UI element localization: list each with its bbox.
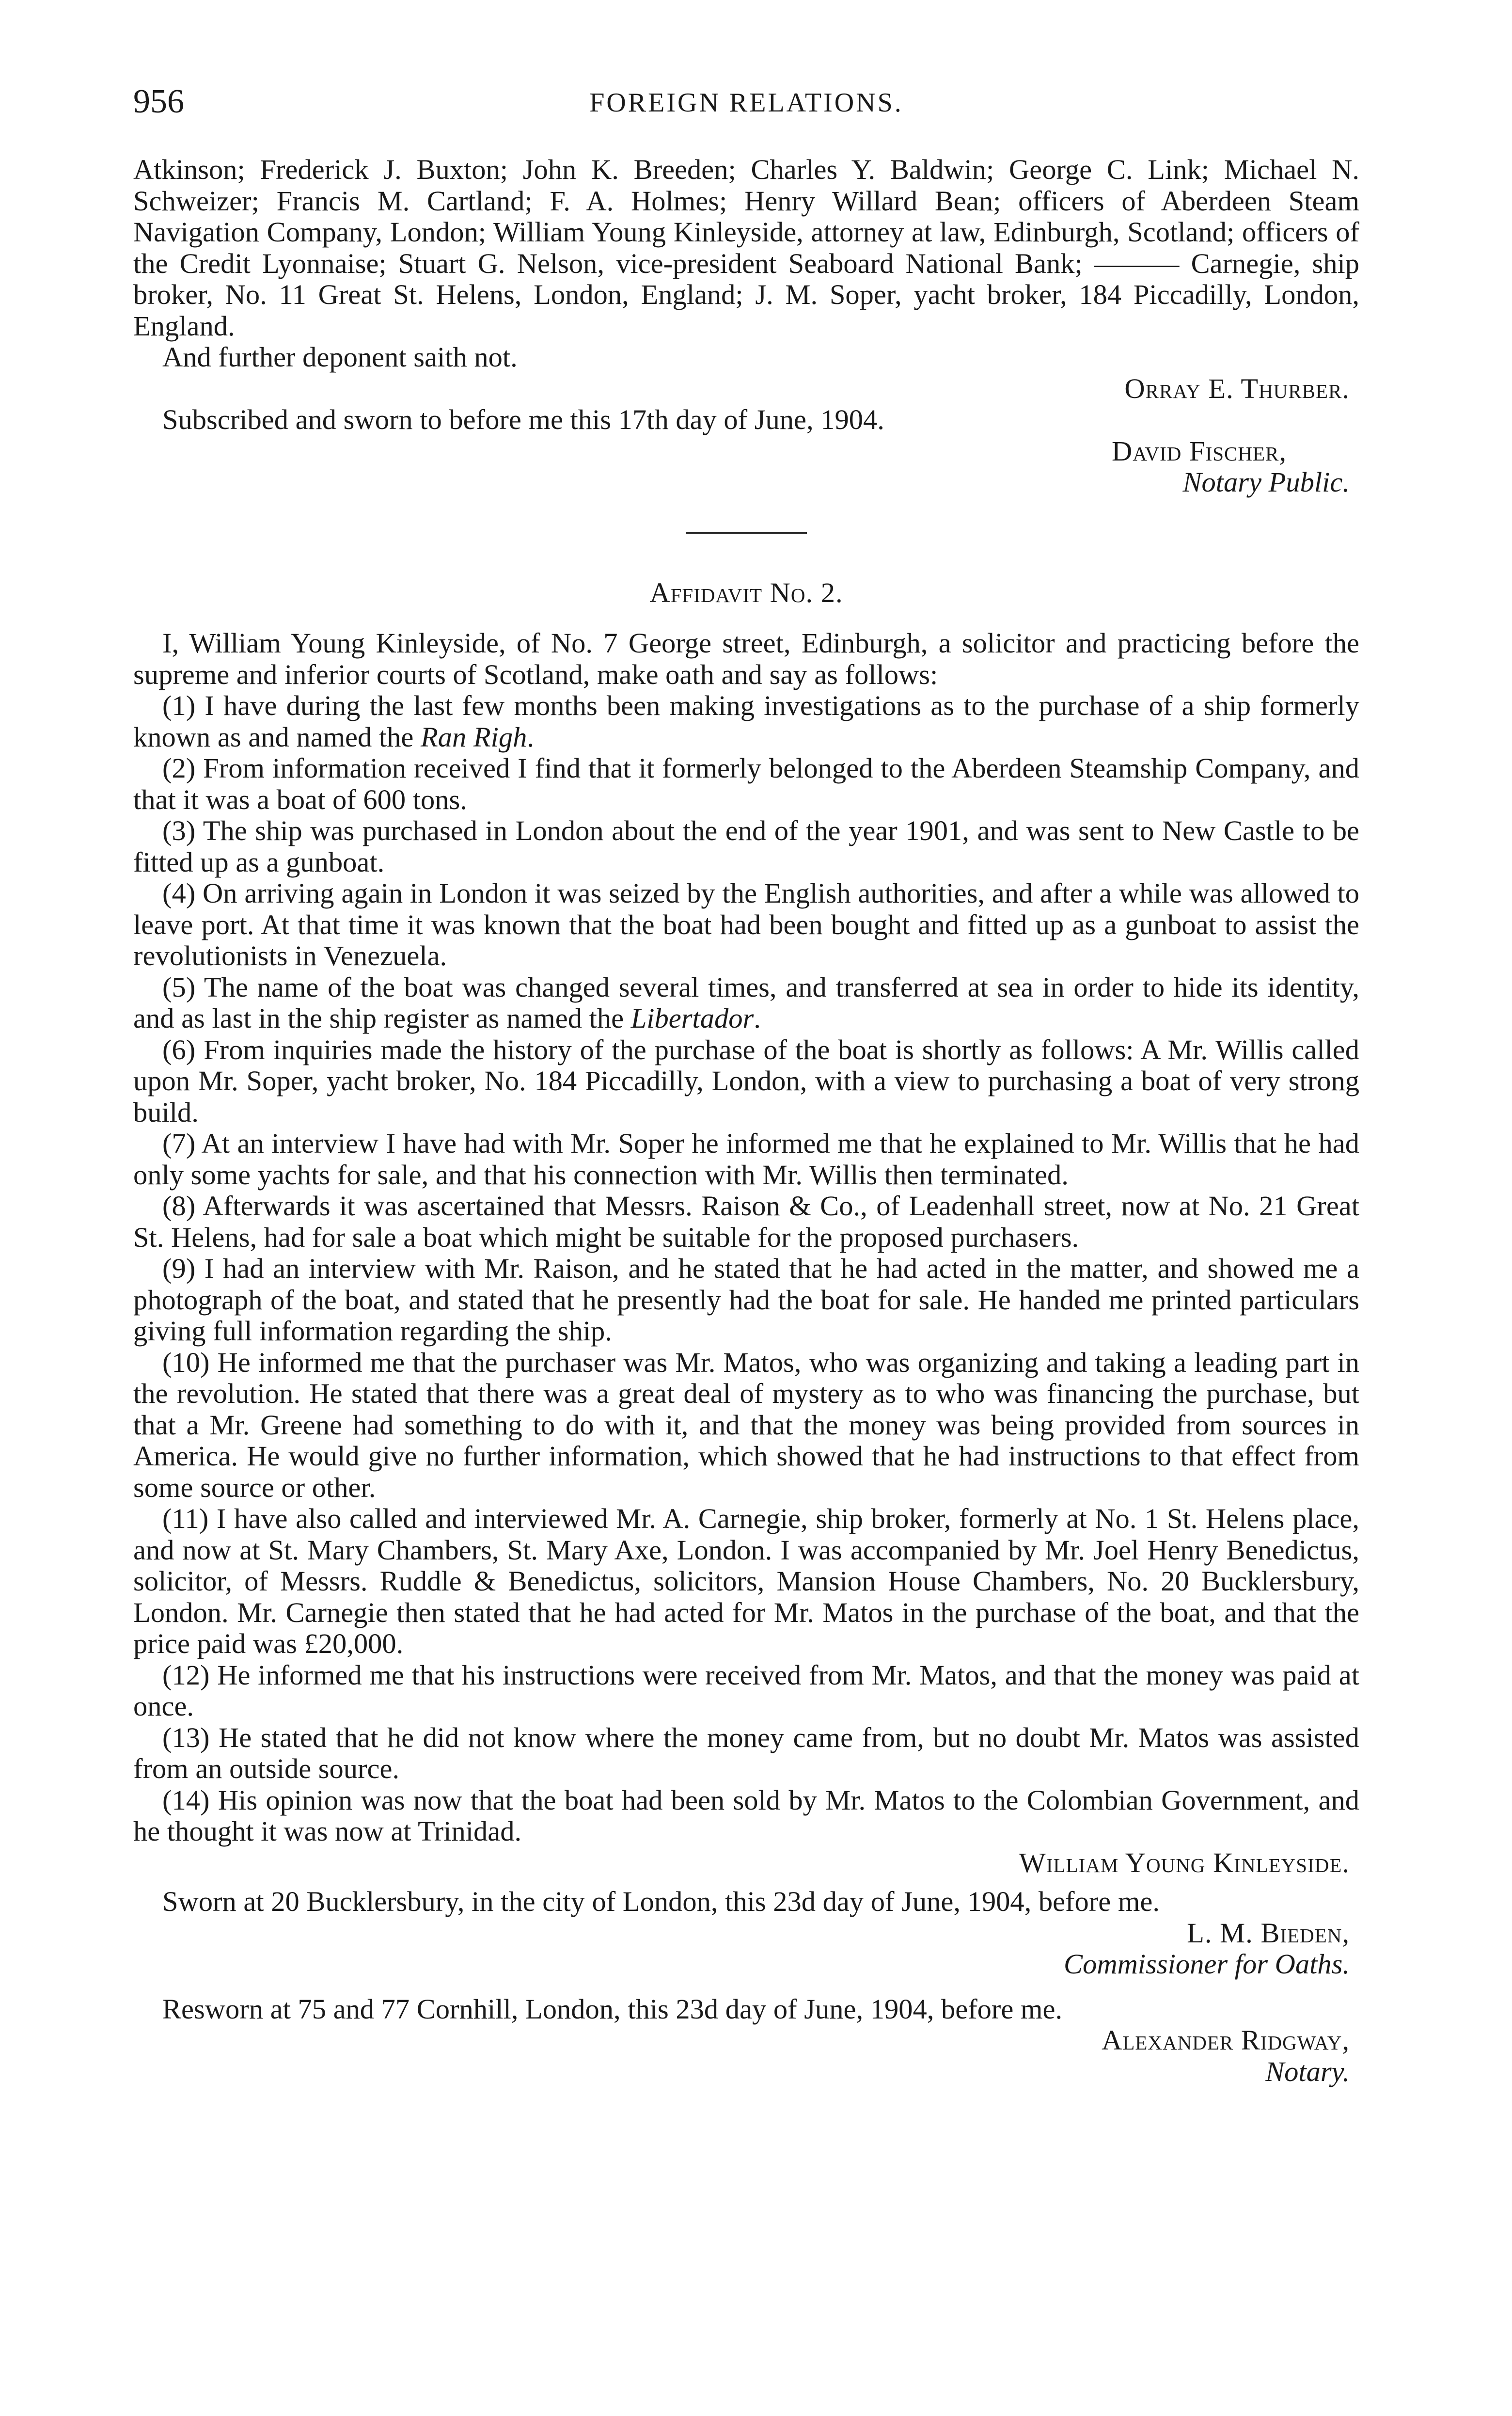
affidavit-paragraph-9: (9) I had an interview with Mr. Raison, and he stated that he had acted in the matter, and showed me a photograph of the boat, and stated that he presently had the boat for sale. He handed me printed particulars giving full information regarding the ship. [133,1253,1359,1347]
page-body [133,154,1359,2087]
commissioner-title: Commissioner for Oaths. [1064,1948,1350,1980]
affidavit-paragraph-3: (3) The ship was purchased in London about the end of the year 1901, and was sent to New Castle to be fitted up as a gunboat. [133,815,1359,878]
deposition-names-paragraph: Atkinson; Frederick J. Buxton; John K. Breeden; Charles Y. Baldwin; George C. Link; Michael N. Schweizer; Francis M. Cartland; F. A. Holmes; Henry Willard Bean; officers of Aberdeen Steam Navigation Company, London; William Young Kinleyside, attorney at law, Edinburgh, Scotland; officers of the Credit Lyonnaise; Stuart G. Nelson, vice-president Seaboard National Bank; ——— Carnegie, ship broker, No. 11 Great St. Helens, London, England; J. M. Soper, yacht broker, 184 Piccadilly, London, England. [133,154,1359,342]
ship-name-ran-righ: Ran Righ [420,721,527,753]
affidavit-paragraph-10: (10) He informed me that the purchaser was Mr. Matos, who was organizing and taking a leading part in the revolution. He stated that there was a great deal of mystery as to who was financing the purchase, but that a Mr. Greene had something to do with it, and that the money was being provided from sources in America. He would give no further information, which showed that he had instructions to that effect from some source or other. [133,1346,1359,1503]
page-header [133,82,1359,131]
affidavit-paragraph-6: (6) From inquiries made the history of the purchase of the boat is shortly as follows: A Mr. Willis called upon Mr. Soper, yacht broker, No. 184 Piccadilly, London, with a view to purchasing a boat of very strong build. [133,1033,1359,1128]
spacer [133,1980,1359,1994]
affidavit-paragraph-4: (4) On arriving again in London it was seized by the English authorities, and after a while was allowed to leave port. At that time it was known that the boat had been bought and fitted up as a gunboat to assist the revolutionists in Venezuela. [133,877,1359,971]
commissioner-name: L. M. Bieden, [1187,1917,1350,1949]
ship-name-libertador: Libertador [630,1002,754,1034]
notary-name: David Fischer, [1111,435,1287,467]
section-divider [686,532,807,534]
affidavit-paragraph-7: (7) At an interview I have had with Mr. Soper he informed me that he explained to Mr. Willis that he had only some yachts for sale, and that his connection with Mr. Willis then terminated. [133,1128,1359,1191]
affidavit-paragraph-14: (14) His opinion was now that the boat had been sold by Mr. Matos to the Colombian Government, and he thought it was now at Trinidad. [133,1784,1359,1847]
affidavit-paragraph-1: (1) I have during the last few months been making investigations as to the purchase of a ship formerly known as and named the Ran Righ. [133,690,1359,753]
deposition-closing: And further deponent saith not. [162,341,518,373]
deponent-signature: Orray E. Thurber. [1124,372,1350,404]
affidavit-heading: Affidavit No. 2. [649,576,843,608]
sworn-statement: Sworn at 20 Bucklersbury, in the city of London, this 23d day of June, 1904, before me. [162,1886,1160,1917]
affiant-signature: William Young Kinleyside. [1019,1846,1350,1878]
affidavit-paragraph-13: (13) He stated that he did not know where the money came from, but no doubt Mr. Matos was assisted from an outside source. [133,1721,1359,1784]
affidavit-paragraph-11: (11) I have also called and interviewed Mr. A. Carnegie, ship broker, formerly at No. 1 St. Helens place, and now at St. Mary Chambers, St. Mary Axe, London. I was accompanied by Mr. Joel Henry Benedictus, solicitor, of Messrs. Ruddle & Benedictus, solicitors, Mansion House Chambers, No. 20 Bucklersbury, London. Mr. Carnegie then stated that he had acted for Mr. Matos in the purchase of the boat, and that the price paid was £20,000. [133,1503,1359,1659]
affidavit-intro: I, William Young Kinleyside, of No. 7 George street, Edinburgh, a solicitor and practicing before the supreme and inferior courts of Scotland, make oath and say as follows: [133,627,1359,690]
affidavit-paragraph-8: (8) Afterwards it was ascertained that Messrs. Raison & Co., of Leadenhall street, now at No. 21 Great St. Helens, had for sale a boat which might be suitable for the proposed purchasers. [133,1190,1359,1253]
affidavit-paragraph-2: (2) From information received I find that it formerly belonged to the Aberdeen Steamship Company, and that it was a boat of 600 tons. [133,752,1359,815]
subscribed-statement: Subscribed and sworn to before me this 17th day of June, 1904. [162,404,884,435]
spacer [133,1878,1359,1886]
second-notary-name: Alexander Ridgway, [1102,2024,1350,2056]
page-number: 956 [133,83,184,120]
resworn-statement: Resworn at 75 and 77 Cornhill, London, this 23d day of June, 1904, before me. [162,1993,1063,2025]
affidavit-paragraph-5: (5) The name of the boat was changed several times, and transferred at sea in order to hide its identity, and as last in the ship register as named the Libertador. [133,971,1359,1034]
notary-title: Notary Public. [1182,466,1350,498]
second-notary-title: Notary. [1265,2055,1350,2087]
running-head: FOREIGN RELATIONS. [589,88,903,118]
affidavit-paragraph-12: (12) He informed me that his instructions were received from Mr. Matos, and that the money was paid at once. [133,1659,1359,1722]
